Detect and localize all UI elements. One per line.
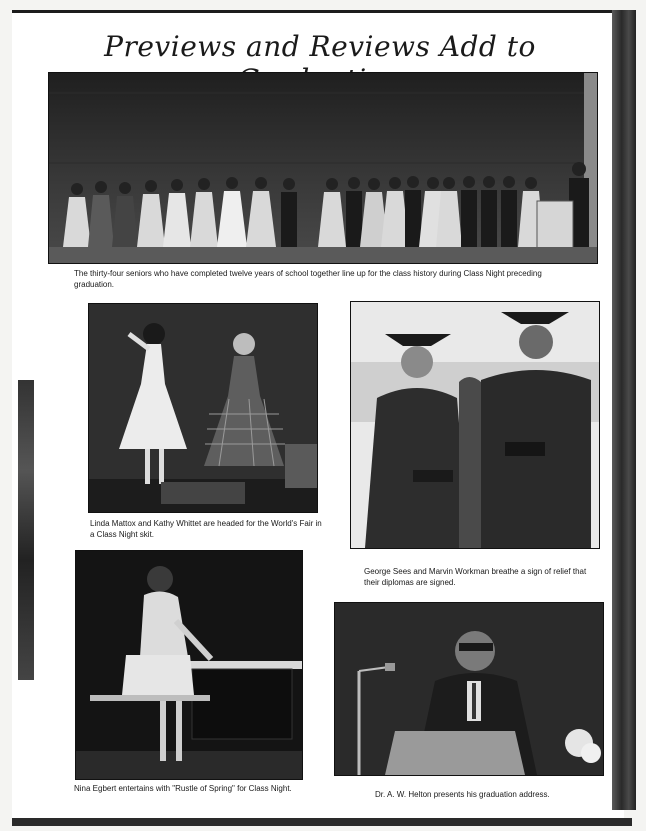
caption-worlds-fair-skit: Linda Mattox and Kathy Whittet are headed for the World's Fair in a Class Night skit. (90, 519, 322, 539)
adjacent-page-strip (18, 380, 34, 680)
page-title: Previews and Reviews Add to (104, 30, 536, 63)
photo-address (334, 602, 604, 776)
piano-illustration (76, 551, 302, 779)
class-history-illustration (49, 73, 597, 263)
caption-class-history: The thirty-four seniors who have completed twelve years of school together line up for the class history during Class Night preceding graduation. (74, 269, 542, 289)
caption-address: Dr. A. W. Helton presents his graduation address. (375, 790, 550, 799)
photo-piano (75, 550, 303, 780)
diplomas-illustration (351, 302, 599, 548)
page-bottom-edge (12, 818, 632, 826)
photo-diplomas (350, 301, 600, 549)
caption-piano: Nina Egbert entertains with "Rustle of Spring" for Class Night. (74, 784, 292, 793)
address-illustration (335, 603, 603, 775)
photo-class-history (48, 72, 598, 264)
caption-diplomas: George Sees and Marvin Workman breathe a sign of relief that their diplomas are signed. (364, 567, 587, 587)
skit-illustration (89, 304, 317, 512)
photo-worlds-fair-skit (88, 303, 318, 513)
page-binding (612, 10, 636, 810)
